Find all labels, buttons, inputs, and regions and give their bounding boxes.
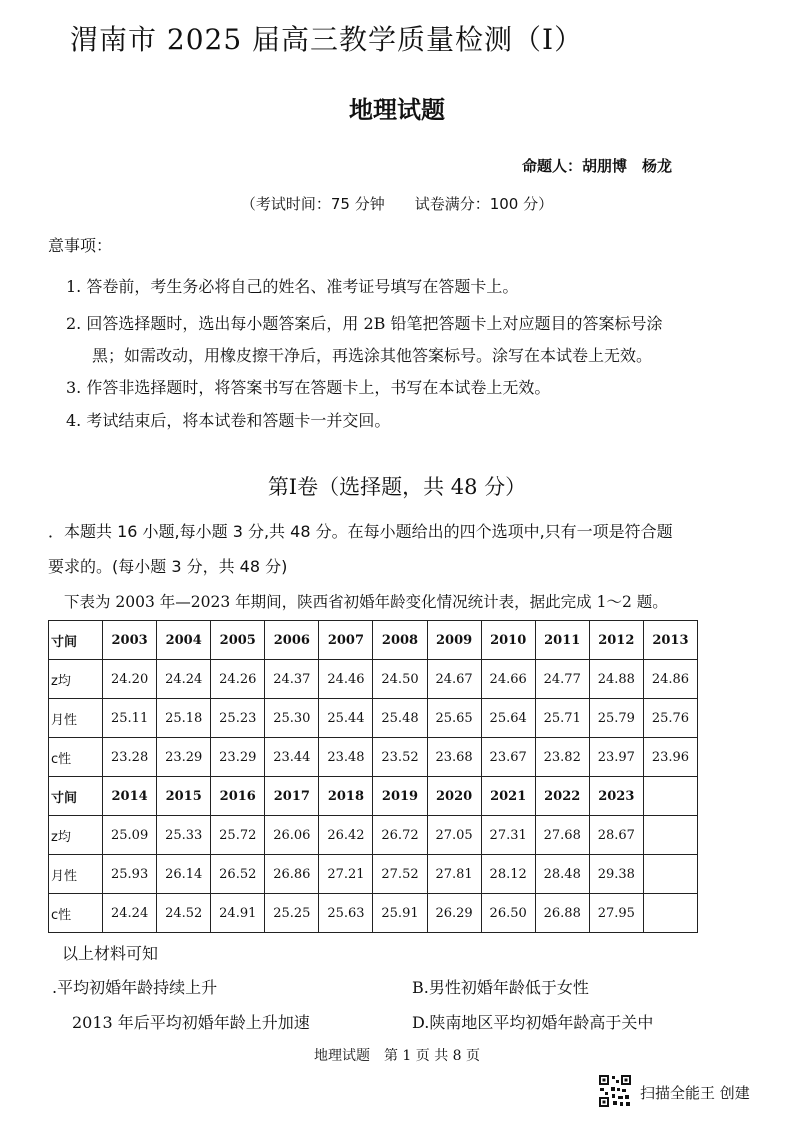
table-cell	[643, 855, 697, 894]
note-item: 2. 回答选择题时，选出每小题答案后，用 2B 铅笔把答题卡上对应题目的答案标号涂	[66, 314, 663, 333]
table-row-label: c性	[49, 738, 103, 777]
exam-title: 渭南市 2025 届高三教学质量检测（Ⅰ）	[70, 23, 584, 56]
table-cell: 25.79	[589, 699, 643, 738]
table-cell: 25.71	[535, 699, 589, 738]
table-cell: 24.50	[373, 660, 427, 699]
table-cell: 25.11	[103, 699, 157, 738]
section-title: 第Ⅰ卷（选择题，共 48 分）	[267, 475, 527, 499]
question-stem: 以上材料可知	[62, 944, 159, 963]
table-year-cell	[643, 777, 697, 816]
scanner-watermark: 扫描全能王 创建	[640, 1084, 750, 1102]
table-cell: 26.88	[535, 894, 589, 933]
table-year-cell: 2004	[157, 621, 211, 660]
table-row	[49, 660, 698, 699]
option-a: .平均初婚年龄持续上升	[52, 978, 218, 997]
table-cell: 24.77	[535, 660, 589, 699]
table-cell: 27.81	[427, 855, 481, 894]
option-b: B.男性初婚年龄低于女性	[412, 978, 589, 997]
table-year-cell: 2011	[535, 621, 589, 660]
table-cell: 25.64	[481, 699, 535, 738]
table-cell: 24.66	[481, 660, 535, 699]
section-instructions: ．本题共 16 小题,每小题 3 分,共 48 分。在每小题给出的四个选项中,只有一项是符合题	[48, 522, 673, 541]
table-year-cell: 2021	[481, 777, 535, 816]
table-cell: 25.63	[319, 894, 373, 933]
table-row	[49, 855, 698, 894]
table-cell: 25.25	[265, 894, 319, 933]
table-cell: 24.37	[265, 660, 319, 699]
table-cell: 23.82	[535, 738, 589, 777]
option-d: D.陕南地区平均初婚年龄高于关中	[412, 1013, 654, 1032]
table-cell	[643, 894, 697, 933]
table-header-row	[49, 621, 698, 660]
qr-code-icon	[598, 1074, 632, 1108]
table-year-cell: 2003	[103, 621, 157, 660]
table-cell: 24.24	[157, 660, 211, 699]
table-cell: 24.91	[211, 894, 265, 933]
table-cell: 27.21	[319, 855, 373, 894]
table-cell: 26.14	[157, 855, 211, 894]
marriage-age-table	[48, 620, 698, 933]
table-cell: 29.38	[589, 855, 643, 894]
table-year-cell: 2017	[265, 777, 319, 816]
table-cell: 27.95	[589, 894, 643, 933]
table-cell: 24.26	[211, 660, 265, 699]
table-year-cell: 2013	[643, 621, 697, 660]
table-cell: 26.29	[427, 894, 481, 933]
table-cell: 24.52	[157, 894, 211, 933]
page-footer: 地理试题 第 1 页 共 8 页	[313, 1048, 481, 1064]
table-cell: 23.97	[589, 738, 643, 777]
table-cell: 24.46	[319, 660, 373, 699]
table-cell: 25.30	[265, 699, 319, 738]
table-row-label: c性	[49, 894, 103, 933]
table-cell: 25.44	[319, 699, 373, 738]
table-year-cell: 2009	[427, 621, 481, 660]
table-cell: 25.48	[373, 699, 427, 738]
table-cell: 27.31	[481, 816, 535, 855]
table-year-cell: 2007	[319, 621, 373, 660]
table-year-cell: 2016	[211, 777, 265, 816]
table-row	[49, 699, 698, 738]
table-cell: 23.96	[643, 738, 697, 777]
table-cell: 25.23	[211, 699, 265, 738]
table-cell: 25.72	[211, 816, 265, 855]
table-cell: 25.18	[157, 699, 211, 738]
table-cell: 23.48	[319, 738, 373, 777]
table-cell: 25.76	[643, 699, 697, 738]
table-cell: 24.67	[427, 660, 481, 699]
table-year-cell: 2005	[211, 621, 265, 660]
table-year-cell: 2019	[373, 777, 427, 816]
authors: 命题人：胡朋博 杨龙	[522, 157, 673, 175]
table-cell: 24.88	[589, 660, 643, 699]
table-cell: 25.93	[103, 855, 157, 894]
table-cell: 23.68	[427, 738, 481, 777]
table-cell: 25.91	[373, 894, 427, 933]
table-year-cell: 2023	[589, 777, 643, 816]
table-cell: 26.86	[265, 855, 319, 894]
note-item: 1. 答卷前，考生务必将自己的姓名、准考证号填写在答题卡上。	[66, 277, 519, 296]
table-header-row	[49, 777, 698, 816]
option-c: 2013 年后平均初婚年龄上升加速	[72, 1013, 310, 1032]
table-cell: 23.29	[157, 738, 211, 777]
table-row-label: 寸间	[49, 621, 103, 660]
table-year-cell: 2020	[427, 777, 481, 816]
exam-info: （考试时间：75 分钟 试卷满分：100 分）	[240, 195, 554, 213]
table-cell: 24.20	[103, 660, 157, 699]
table-cell: 27.68	[535, 816, 589, 855]
table-row	[49, 816, 698, 855]
table-cell: 28.48	[535, 855, 589, 894]
notes-heading: 意事项：	[48, 236, 113, 255]
table-cell: 26.42	[319, 816, 373, 855]
table-cell: 25.65	[427, 699, 481, 738]
question-intro: 下表为 2003 年—2023 年期间，陕西省初婚年龄变化情况统计表，据此完成 1～2 题。	[64, 593, 668, 611]
table-year-cell: 2022	[535, 777, 589, 816]
table-row	[49, 894, 698, 933]
table-row-label: z均	[49, 660, 103, 699]
table-row-label: z均	[49, 816, 103, 855]
table-cell: 26.72	[373, 816, 427, 855]
table-year-cell: 2010	[481, 621, 535, 660]
table-cell: 25.33	[157, 816, 211, 855]
table-row-label: 寸间	[49, 777, 103, 816]
table-cell: 28.12	[481, 855, 535, 894]
note-item-continued: 黑；如需改动，用橡皮擦干净后，再选涂其他答案标号。涂写在本试卷上无效。	[92, 346, 653, 365]
table-cell: 23.44	[265, 738, 319, 777]
table-cell: 23.52	[373, 738, 427, 777]
section-instructions-continued: 要求的。(每小题 3 分，共 48 分)	[48, 557, 288, 576]
table-year-cell: 2014	[103, 777, 157, 816]
table-cell: 23.67	[481, 738, 535, 777]
table-cell: 28.67	[589, 816, 643, 855]
table-cell: 27.52	[373, 855, 427, 894]
table-year-cell: 2015	[157, 777, 211, 816]
table-year-cell: 2012	[589, 621, 643, 660]
table-cell: 25.09	[103, 816, 157, 855]
note-item: 4. 考试结束后，将本试卷和答题卡一并交回。	[66, 411, 391, 430]
table-body	[49, 621, 698, 933]
table-year-cell: 2006	[265, 621, 319, 660]
table-cell: 26.50	[481, 894, 535, 933]
table-row-label: 月性	[49, 855, 103, 894]
table-cell	[643, 816, 697, 855]
subject-title: 地理试题	[349, 96, 445, 124]
table-cell: 26.06	[265, 816, 319, 855]
table-cell: 24.86	[643, 660, 697, 699]
table-year-cell: 2018	[319, 777, 373, 816]
table-row	[49, 738, 698, 777]
table-row-label: 月性	[49, 699, 103, 738]
table-cell: 23.29	[211, 738, 265, 777]
table-cell: 26.52	[211, 855, 265, 894]
table-cell: 24.24	[103, 894, 157, 933]
table-year-cell: 2008	[373, 621, 427, 660]
table-cell: 23.28	[103, 738, 157, 777]
table-cell: 27.05	[427, 816, 481, 855]
note-item: 3. 作答非选择题时，将答案书写在答题卡上，书写在本试卷上无效。	[66, 378, 551, 397]
